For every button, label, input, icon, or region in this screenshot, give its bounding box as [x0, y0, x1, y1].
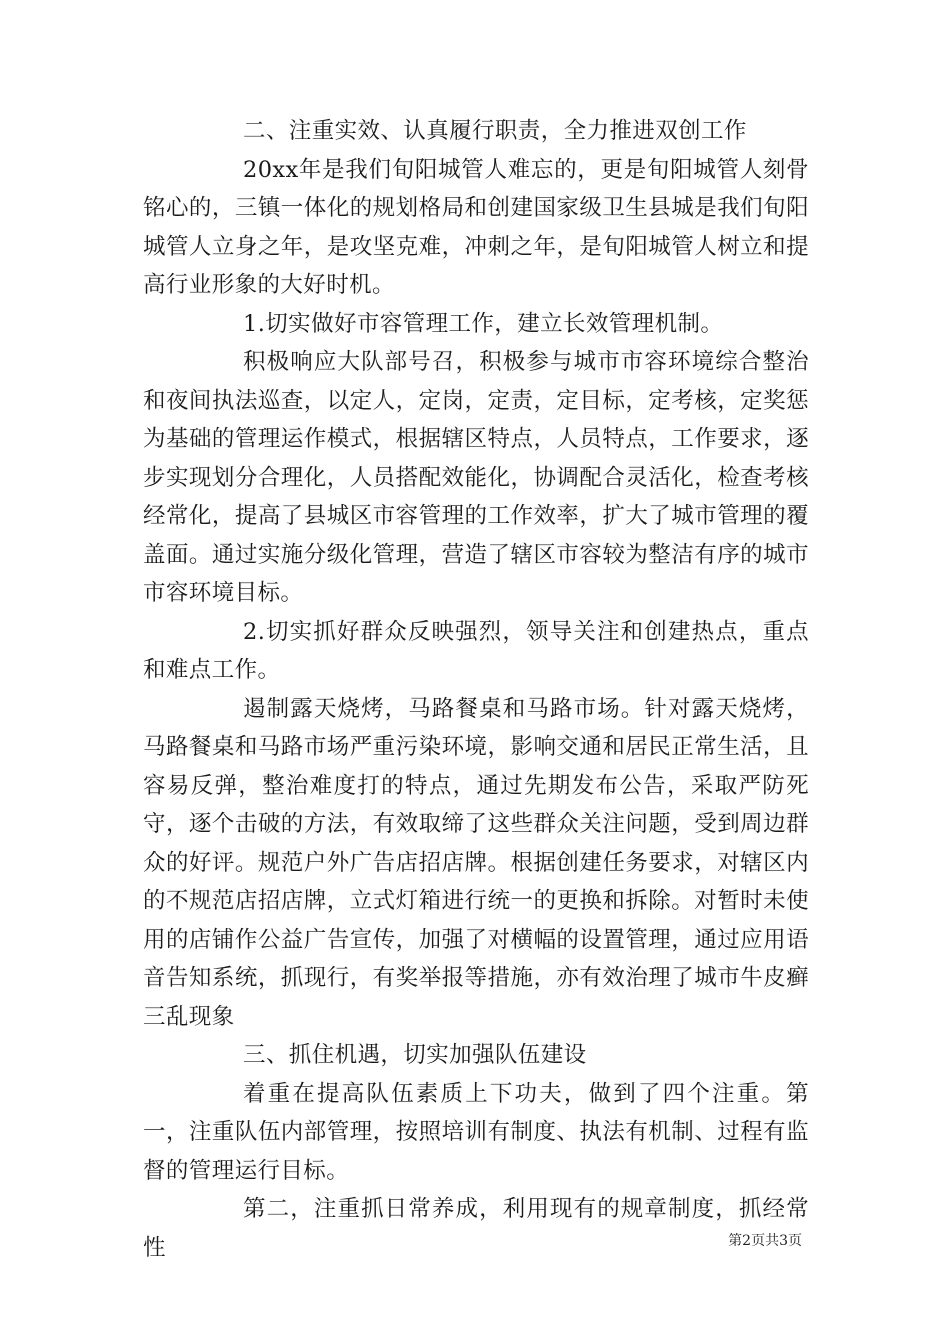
document-body [143, 112, 809, 1267]
body-paragraph: 20xx年是我们旬阳城管人难忘的，更是旬阳城管人刻骨铭心的，三镇一体化的规划格局和创建国家级卫生县城是我们旬阳城管人立身之年，是攻坚克难，冲刺之年，是旬阳城管人树立和提高行业形象的大好时机。 [143, 156, 809, 298]
body-paragraph: 着重在提高队伍素质上下功夫，做到了四个注重。第一，注重队伍内部管理，按照培训有制度、执法有机制、过程有监督的管理运行目标。 [143, 1080, 809, 1184]
body-paragraph: 积极响应大队部号召，积极参与城市市容环境综合整治和夜间执法巡查，以定人，定岗，定责，定目标，定考核，定奖惩为基础的管理运作模式，根据辖区特点，人员特点，工作要求，逐步实现划分合理化，人员搭配效能化，协调配合灵活化，检查考核经常化，提高了县城区市容管理的工作效率，扩大了城市管理的覆盖面。通过实施分级化管理，营造了辖区市容较为整洁有序的城市市容环境目标。 [143, 349, 809, 606]
page-number-footer: 第2页共3页 [728, 1233, 802, 1249]
section-heading-2: 二、注重实效、认真履行职责，全力推进双创工作 [243, 118, 747, 144]
subsection-heading-1: 1.切实做好市容管理工作，建立长效管理机制。 [243, 310, 724, 337]
body-paragraph: 第二，注重抓日常养成，利用现有的规章制度，抓经常性 [143, 1196, 809, 1261]
section-heading-3: 三、抓住机遇，切实加强队伍建设 [243, 1042, 587, 1068]
body-paragraph: 遏制露天烧烤，马路餐桌和马路市场。针对露天烧烤，马路餐桌和马路市场严重污染环境，影响交通和居民正常生活，且容易反弹，整治难度打的特点，通过先期发布公告，采取严防死守，逐个击破的方法，有效取缔了这些群众关注问题，受到周边群众的好评。规范户外广告店招店牌。根据创建任务要求，对辖区内的不规范店招店牌，立式灯箱进行统一的更换和拆除。对暂时未使用的店铺作公益广告宣传，加强了对横幅的设置管理，通过应用语音告知系统，抓现行，有奖举报等措施，亦有效治理了城市牛皮癣三乱现象 [143, 695, 809, 1030]
subsection-heading-2: 2.切实抓好群众反映强烈，领导关注和创建热点，重点和难点工作。 [143, 618, 809, 683]
